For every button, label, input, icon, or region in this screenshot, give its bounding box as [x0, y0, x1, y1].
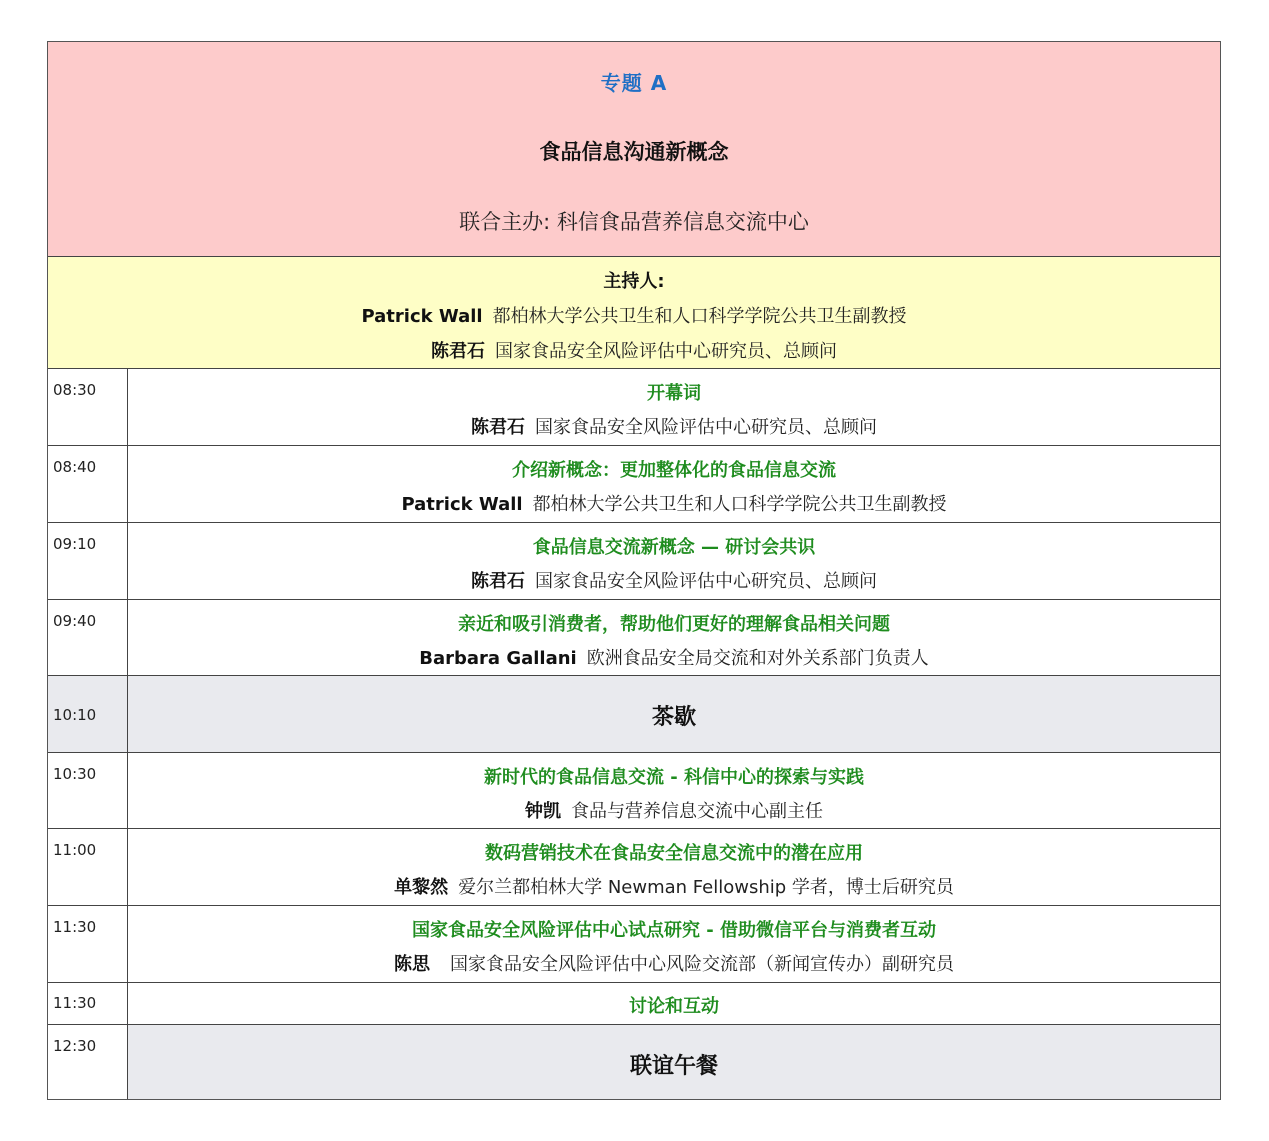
host-entry	[48, 302, 1220, 328]
session-header	[48, 42, 1220, 257]
content-cell	[128, 753, 1220, 828]
speaker-line	[128, 873, 1220, 899]
speaker-name: Patrick Wall	[401, 494, 523, 515]
content-cell	[128, 523, 1220, 599]
content-cell	[128, 369, 1220, 445]
host-name: 陈君石	[431, 341, 485, 362]
schedule-row	[48, 753, 1220, 829]
content-cell	[128, 983, 1220, 1024]
speaker-position: 国家食品安全风险评估中心风险交流部（新闻宣传办）副研究员	[450, 954, 954, 975]
topic-label: 专题 A	[600, 71, 668, 95]
time-cell: 09:10	[48, 523, 128, 599]
break-row	[48, 676, 1220, 753]
talk-title: 新时代的食品信息交流 - 科信中心的探索与实践	[483, 767, 864, 788]
speaker-position: 食品与营养信息交流中心副主任	[571, 801, 823, 822]
speaker-line	[128, 490, 1220, 516]
content-cell	[128, 600, 1220, 675]
schedule-row	[48, 829, 1220, 906]
speaker-line	[128, 413, 1220, 439]
agenda-table	[47, 41, 1221, 1100]
talk-title: 亲近和吸引消费者，帮助他们更好的理解食品相关问题	[458, 614, 890, 635]
hosts-label: 主持人:	[603, 271, 665, 292]
speaker-position: 都柏林大学公共卫生和人口科学学院公共卫生副教授	[532, 494, 947, 515]
schedule-row	[48, 983, 1220, 1025]
time-cell: 11:00	[48, 829, 128, 905]
host-entry	[48, 337, 1220, 363]
speaker-position: 爱尔兰都柏林大学 Newman Fellowship 学者，博士后研究员	[458, 877, 954, 898]
talk-title: 讨论和互动	[629, 996, 719, 1017]
time-cell: 08:40	[48, 446, 128, 522]
speaker-position: 欧洲食品安全局交流和对外关系部门负责人	[586, 648, 929, 669]
break-title: 联谊午餐	[629, 1054, 718, 1079]
time-cell: 11:30	[48, 906, 128, 982]
time-cell: 10:30	[48, 753, 128, 828]
speaker-position: 国家食品安全风险评估中心研究员、总顾问	[535, 417, 877, 438]
speaker-name: 陈思	[394, 954, 430, 975]
host-position: 都柏林大学公共卫生和人口科学学院公共卫生副教授	[492, 306, 907, 327]
content-cell	[128, 906, 1220, 982]
talk-title: 国家食品安全风险评估中心试点研究 - 借助微信平台与消费者互动	[411, 920, 936, 941]
speaker-name: 陈君石	[471, 571, 525, 592]
content-cell	[128, 446, 1220, 522]
host-name: Patrick Wall	[361, 306, 483, 327]
schedule-row	[48, 369, 1220, 446]
speaker-line	[128, 644, 1220, 670]
speaker-line	[128, 950, 1220, 976]
talk-title: 介绍新概念：更加整体化的食品信息交流	[512, 460, 836, 481]
content-cell	[128, 676, 1220, 752]
talk-title: 食品信息交流新概念 — 研讨会共识	[532, 537, 816, 558]
break-title: 茶歇	[651, 705, 696, 730]
schedule-row	[48, 600, 1220, 676]
content-cell	[128, 1025, 1220, 1099]
talk-title: 数码营销技术在食品安全信息交流中的潜在应用	[485, 843, 863, 864]
time-cell: 09:40	[48, 600, 128, 675]
speaker-name: 陈君石	[471, 417, 525, 438]
session-title: 食品信息沟通新概念	[539, 140, 729, 164]
time-cell: 12:30	[48, 1025, 128, 1099]
schedule-row	[48, 446, 1220, 523]
break-row	[48, 1025, 1220, 1099]
host-position: 国家食品安全风险评估中心研究员、总顾问	[495, 341, 837, 362]
speaker-position: 国家食品安全风险评估中心研究员、总顾问	[535, 571, 877, 592]
speaker-name: 单黎然	[394, 877, 449, 898]
speaker-line	[128, 567, 1220, 593]
talk-title: 开幕词	[647, 383, 701, 404]
time-cell: 11:30	[48, 983, 128, 1024]
schedule-row	[48, 523, 1220, 600]
organizer-text: 联合主办: 科信食品营养信息交流中心	[459, 210, 809, 234]
time-cell: 08:30	[48, 369, 128, 445]
time-cell: 10:10	[48, 676, 128, 752]
content-cell	[128, 829, 1220, 905]
speaker-name: 钟凯	[525, 801, 561, 822]
schedule-row	[48, 906, 1220, 983]
speaker-line	[128, 797, 1220, 823]
hosts-section	[48, 257, 1220, 369]
speaker-name: Barbara Gallani	[419, 648, 577, 669]
